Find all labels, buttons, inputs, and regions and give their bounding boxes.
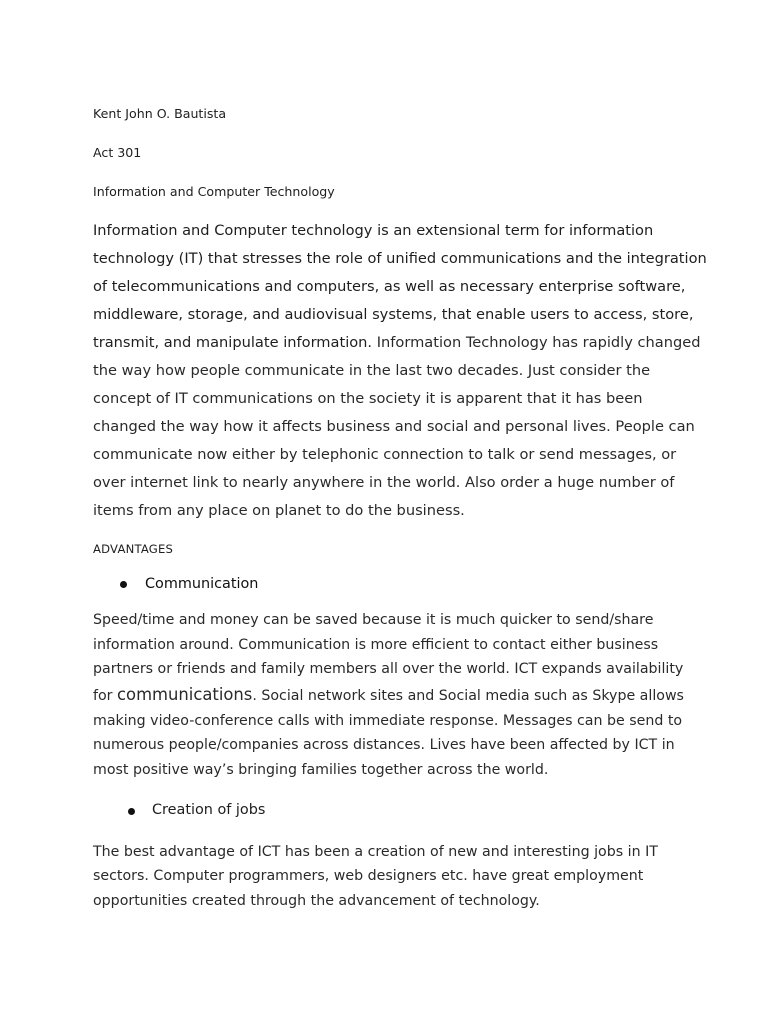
intro-line-part: transmit, and manipulate information. [93, 334, 373, 351]
course-code: Act 301 [93, 145, 142, 160]
intro-line: concept of IT communications on the society it is apparent that it has been [93, 390, 643, 407]
advantages-heading: ADVANTAGES [93, 542, 174, 556]
paragraph-line: The best advantage of ICT has been a creation of new and interesting jobs in IT [93, 844, 658, 860]
intro-line-part: Information Technology has rapidly changed [372, 334, 701, 351]
bullet-icon [128, 808, 135, 815]
intro-line: Information and Computer technology is an extensional term for information [93, 222, 654, 239]
intro-line: middleware, storage, and audiovisual systems, that enable users to access, store, [93, 306, 694, 323]
intro-line: changed the way how it affects business and social and personal lives. People can [93, 418, 695, 435]
intro-line: technology (IT) that stresses the role of unified communications and the integration [93, 250, 707, 267]
paragraph-line: numerous people/companies across distances. Lives have been affected by ICT in [93, 737, 675, 753]
paragraph-line: opportunities created through the advancement of technology. [93, 893, 540, 909]
paragraph-line-part: for [93, 688, 118, 704]
intro-line [93, 334, 700, 351]
intro-line: communicate now either by telephonic connection to talk or send messages, or [93, 446, 677, 463]
paragraph-line: Speed/time and money can be saved because it is much quicker to send/share [93, 612, 654, 628]
paragraph-line: information around. Communication is more efficient to contact either business [93, 637, 659, 653]
communication-title: Communication [145, 576, 259, 592]
paragraph-line [93, 685, 684, 704]
paragraph-line: sectors. Computer programmers, web designers etc. have great employment [93, 868, 644, 884]
paragraph-line-part: . Social network sites and Social media such as Skype allows [252, 688, 684, 704]
emphasized-word: communications [117, 685, 253, 704]
author-name: Kent John O. Bautista [93, 106, 227, 121]
paragraph-line: most positive way’s bringing families together across the world. [93, 762, 549, 778]
paragraph-line: partners or friends and family members all over the world. ICT expands availability [93, 661, 684, 677]
bullet-icon [120, 581, 127, 588]
intro-line: items from any place on planet to do the business. [93, 502, 465, 519]
intro-line: the way how people communicate in the last two decades. Just consider the [93, 362, 651, 379]
intro-line: of telecommunications and computers, as well as necessary enterprise software, [93, 278, 686, 295]
document-topic: Information and Computer Technology [93, 184, 335, 199]
intro-line: over internet link to nearly anywhere in the world. Also order a huge number of [93, 474, 675, 491]
jobs-title: Creation of jobs [152, 802, 266, 818]
paragraph-line: making video-conference calls with immediate response. Messages can be send to [93, 713, 683, 729]
